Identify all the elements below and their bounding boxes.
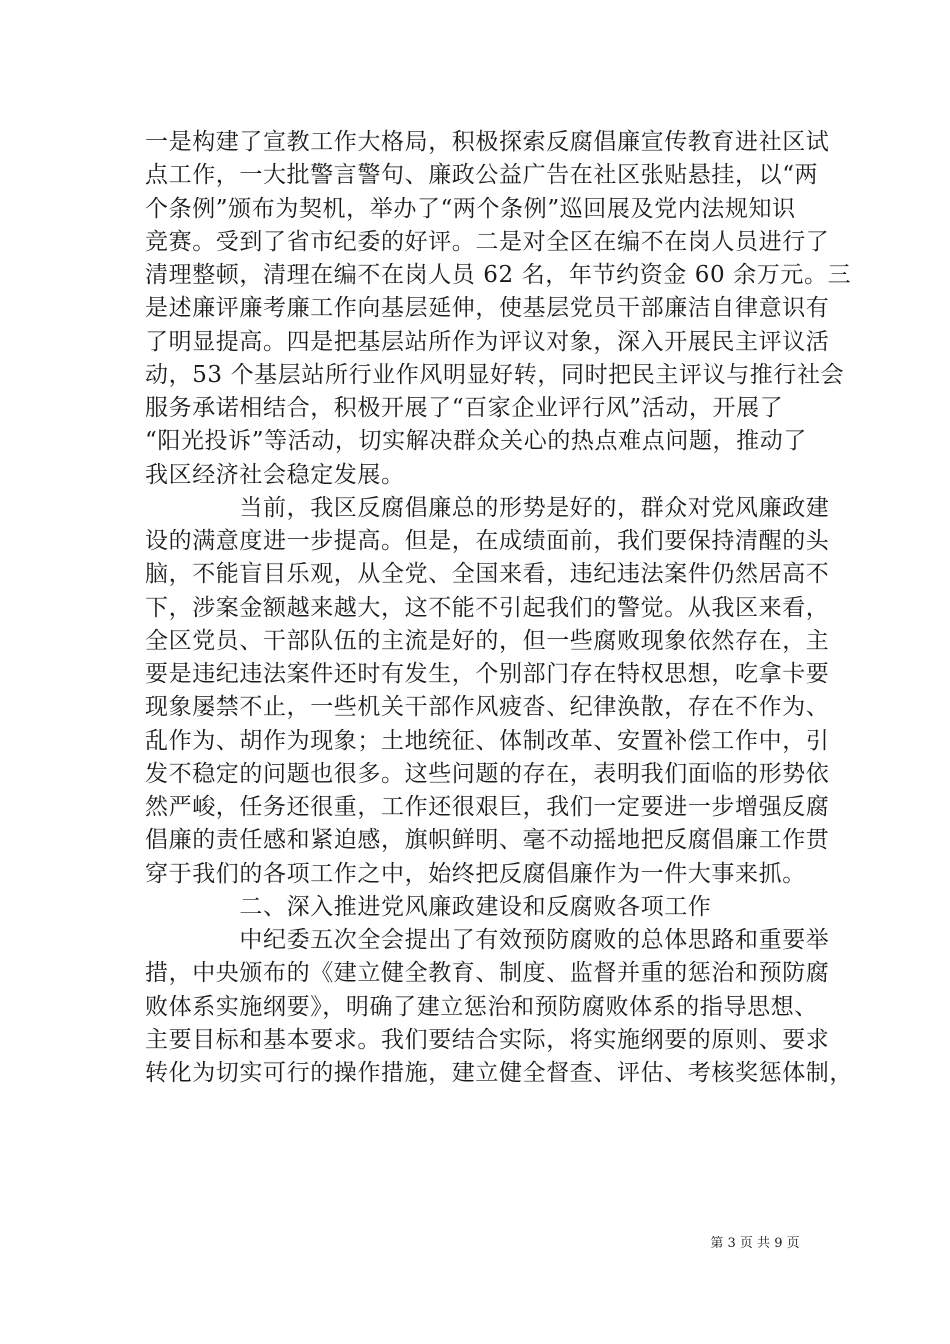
text-line: 主要目标和基本要求。我们要结合实际，将实施纲要的原则、要求 <box>145 1027 830 1053</box>
text-line: “阳光投诉”等活动，切实解决群众关心的热点难点问题，推动了 <box>145 428 807 454</box>
text-line: 穿于我们的各项工作之中，始终把反腐倡廉作为一件大事来抓。 <box>145 861 806 887</box>
text-line: 发不稳定的问题也很多。这些问题的存在，表明我们面临的形势依 <box>145 761 830 787</box>
text-line: 要是违纪违法案件还时有发生，个别部门存在特权思想，吃拿卡要 <box>145 661 830 687</box>
text-line: 倡廉的责任感和紧迫感，旗帜鲜明、毫不动摇地把反腐倡廉工作贯 <box>145 827 830 853</box>
text-line: 个条例”颁布为契机，举办了“两个条例”巡回展及党内法规知识 <box>145 196 796 222</box>
text-line: 设的满意度进一步提高。但是，在成绩面前，我们要保持清醒的头 <box>145 528 830 554</box>
text-line: 当前，我区反腐倡廉总的形势是好的，群众对党风廉政建 <box>145 495 830 521</box>
text-line: 清理整顿，清理在编不在岗人员 62 名，年节约资金 60 余万元。三 <box>145 262 852 288</box>
text-line: 是述廉评廉考廉工作向基层延伸，使基层党员干部廉洁自律意识有 <box>145 295 830 321</box>
text-line: 乱作为、胡作为现象；土地统征、体制改革、安置补偿工作中，引 <box>145 728 830 754</box>
text-line: 动，53 个基层站所行业作风明显好转，同时把民主评议与推行社会 <box>145 362 845 388</box>
text-line: 服务承诺相结合，积极开展了“百家企业评行风”活动，开展了 <box>145 395 784 421</box>
text-line: 中纪委五次全会提出了有效预防腐败的总体思路和重要举 <box>145 927 830 953</box>
text-line: 然严峻，任务还很重，工作还很艰巨，我们一定要进一步增强反腐 <box>145 794 830 820</box>
text-line: 现象屡禁不止，一些机关干部作风疲沓、纪律涣散，存在不作为、 <box>145 694 830 720</box>
text-line: 措，中央颁布的《建立健全教育、制度、监督并重的惩治和预防腐 <box>145 960 830 986</box>
text-line: 全区党员、干部队伍的主流是好的，但一些腐败现象依然存在，主 <box>145 628 830 654</box>
page-footer: 第 3 页 共 9 页 <box>710 1236 800 1251</box>
text-line: 转化为切实可行的操作措施，建立健全督查、评估、考核奖惩体制， <box>145 1060 853 1086</box>
text-line: 下，涉案金额越来越大，这不能不引起我们的警觉。从我区来看， <box>145 595 830 621</box>
text-line: 败体系实施纲要》，明确了建立惩治和预防腐败体系的指导思想、 <box>145 994 818 1020</box>
text-line: 一是构建了宣教工作大格局，积极探索反腐倡廉宣传教育进社区试 <box>145 129 830 155</box>
text-line: 竞赛。受到了省市纪委的好评。二是对全区在编不在岗人员进行了 <box>145 229 830 255</box>
text-line: 了明显提高。四是把基层站所作为评议对象，深入开展民主评议活 <box>145 329 830 355</box>
text-line: 点工作，一大批警言警句、廉政公益广告在社区张贴悬挂，以“两 <box>145 162 819 188</box>
text-line: 我区经济社会稳定发展。 <box>145 462 405 488</box>
text-line: 二、深入推进党风廉政建设和反腐败各项工作 <box>145 894 712 920</box>
text-line: 脑，不能盲目乐观，从全党、全国来看，违纪违法案件仍然居高不 <box>145 561 830 587</box>
